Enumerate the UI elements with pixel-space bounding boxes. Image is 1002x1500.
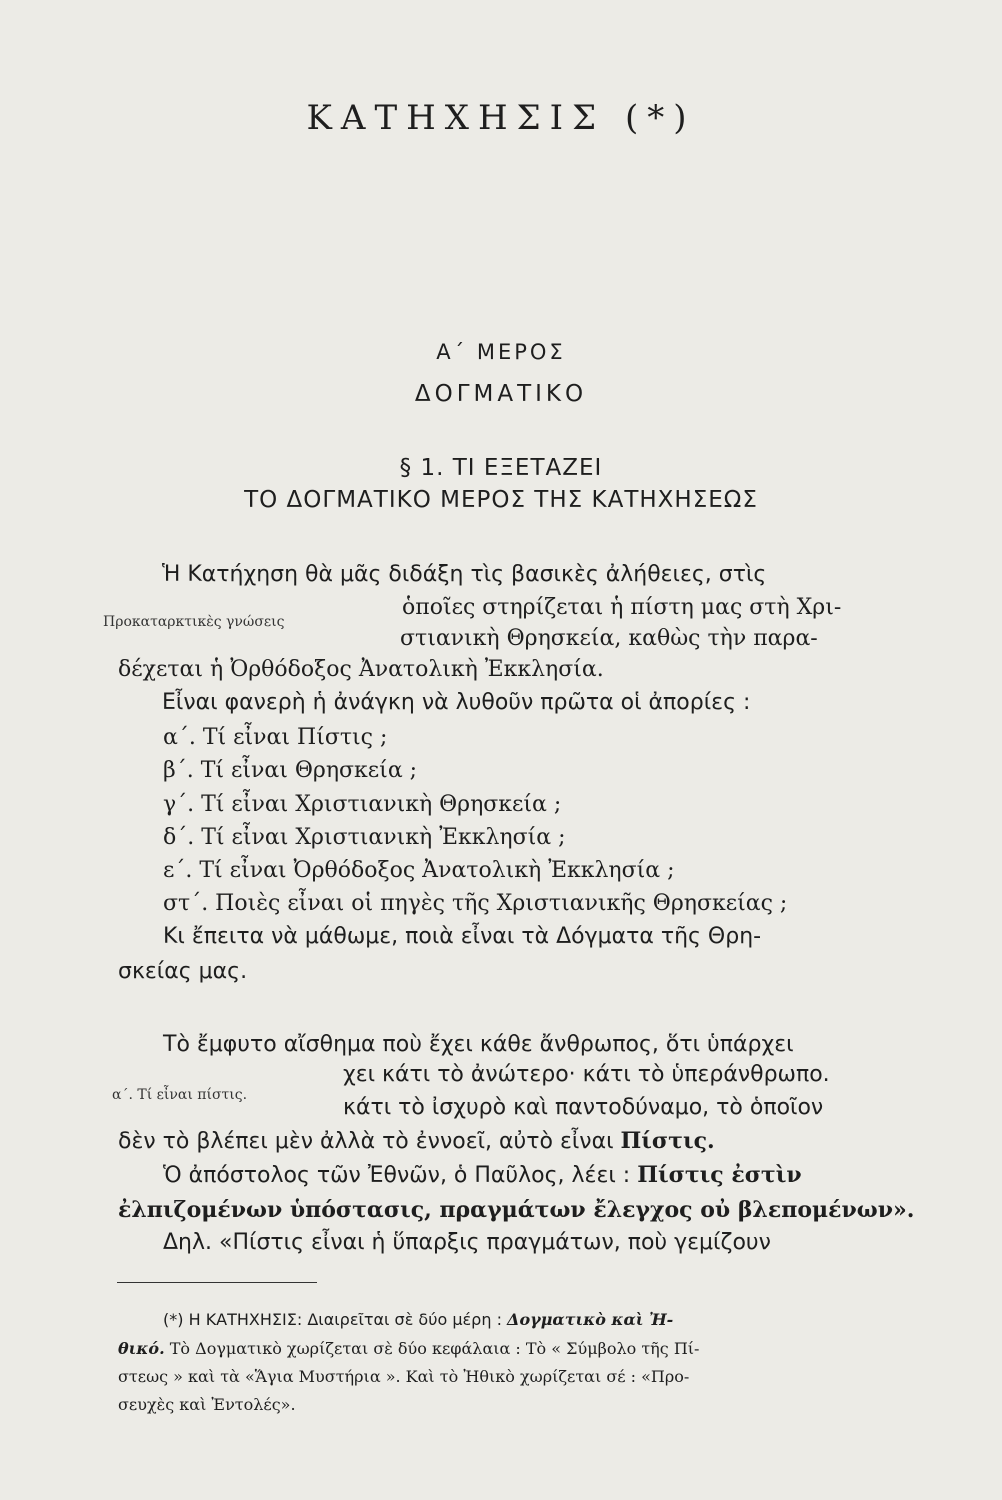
paragraph-1-line-3: στιανικὴ Θρησκεία, καθὼς τὴν παρα-: [400, 626, 818, 651]
document-title: ΚΑΤΗΧΗΣΙΣ (*): [306, 98, 696, 138]
margin-note-what-is-faith: α΄. Τί εἶναι πίστις.: [112, 1087, 248, 1103]
paragraph-3-line-3: κάτι τὸ ἰσχυρὸ καὶ παντοδύναμο, τὸ ὁποῖον: [343, 1095, 824, 1120]
question-item: δ΄. Τί εἶναι Χριστιανικὴ Ἐκκλησία ;: [163, 825, 566, 850]
paragraph-2-line-2: σκείας μας.: [118, 959, 248, 984]
footnote-line-1: [163, 1309, 673, 1331]
section-title-line-1: § 1. ΤΙ ΕΞΕΤΑΖΕΙ: [399, 455, 603, 481]
paragraph-3-line-4-text: δὲν τὸ βλέπει μὲν ἀλλὰ τὸ ἐννοεῖ, αὐτὸ εἶναι: [118, 1129, 621, 1154]
paul-quote-start: Πίστις ἐστὶν: [637, 1162, 802, 1188]
paragraph-4-line-2: ἐλπιζομένων ὑπόστασις, πραγμάτων ἔλεγχος οὐ βλεπομένων».: [118, 1197, 915, 1223]
paragraph-4-line-3: Δηλ. «Πίστις εἶναι ἡ ὕπαρξις πραγμάτων, ποὺ γεμίζουν: [163, 1230, 771, 1255]
question-item: γ΄. Τί εἶναι Χριστιανικὴ Θρησκεία ;: [163, 792, 562, 817]
margin-note-preliminary: Προκαταρκτικὲς γνώσεις: [103, 614, 285, 630]
paragraph-3-line-4: [118, 1126, 715, 1157]
question-item: στ΄. Ποιὲς εἶναι οἱ πηγὲς τῆς Χριστιανικῆς Θρησκείας ;: [163, 891, 788, 916]
paragraph-4-line-1: [163, 1160, 802, 1191]
paragraph-1-line-2: ὁποῖες στηρίζεται ἡ πίστη μας στὴ Χρι-: [402, 595, 842, 620]
part-label: Α΄ ΜΕΡΟΣ: [436, 340, 566, 364]
footnote-line-1-text: (*) Η ΚΑΤΗΧΗΣΙΣ: Διαιρεῖται σὲ δύο μέρη :: [163, 1310, 508, 1329]
faith-term: Πίστις.: [620, 1128, 715, 1154]
paragraph-1-line-5: Εἶναι φανερὴ ἡ ἀνάγκη νὰ λυθοῦν πρῶτα οἱ ἀπορίες :: [162, 690, 751, 715]
paragraph-3-line-1: Τὸ ἔμφυτο αἴσθημα ποὺ ἔχει κάθε ἄνθρωπος, ὅτι ὑπάρχει: [163, 1032, 794, 1057]
footnote-line-2-text: Τὸ Δογματικὸ χωρίζεται σὲ δύο κεφάλαια : Τὸ « Σύμβολο τῆς Πί-: [164, 1339, 700, 1358]
paragraph-4-line-1-text: Ὁ ἀπόστολος τῶν Ἐθνῶν, ὁ Παῦλος, λέει :: [163, 1163, 638, 1188]
footnote-parts: Δογματικὸ καὶ Ἠ-: [507, 1310, 674, 1329]
part-name: ΔΟΓΜΑΤΙΚΟ: [414, 381, 588, 407]
question-item: ε΄. Τί εἶναι Ὀρθόδοξος Ἀνατολικὴ Ἐκκλησία ;: [163, 858, 675, 883]
footnote-line-3: στεως » καὶ τὰ «Ἅγια Μυστήρια ». Καὶ τὸ Ἠθικὸ χωρίζεται σέ : «Προ-: [118, 1367, 690, 1386]
paragraph-2-line-1: Κι ἔπειτα νὰ μάθωμε, ποιὰ εἶναι τὰ Δόγματα τῆς Θρη-: [163, 924, 762, 949]
paragraph-1-line-4: δέχεται ἡ Ὀρθόδοξος Ἀνατολικὴ Ἐκκλησία.: [118, 657, 604, 682]
question-item: β΄. Τί εἶναι Θρησκεία ;: [163, 758, 418, 783]
footnote-line-4: σευχὲς καὶ Ἐντολές».: [118, 1395, 296, 1414]
section-title-line-2: ΤΟ ΔΟΓΜΑΤΙΚΟ ΜΕΡΟΣ ΤΗΣ ΚΑΤΗΧΗΣΕΩΣ: [244, 487, 758, 513]
paragraph-1-line-1: Ἡ Κατήχηση θὰ μᾶς διδάξη τὶς βασικὲς ἀλήθειες, στὶς: [162, 562, 767, 587]
footnote-line-2: [118, 1338, 699, 1360]
footnote-ethics-word: θικό.: [118, 1339, 165, 1358]
paragraph-3-line-2: χει κάτι τὸ ἀνώτερο· κάτι τὸ ὑπεράνθρωπο.: [343, 1062, 830, 1087]
question-item: α΄. Τί εἶναι Πίστις ;: [163, 725, 388, 750]
footnote-divider: [117, 1282, 317, 1283]
